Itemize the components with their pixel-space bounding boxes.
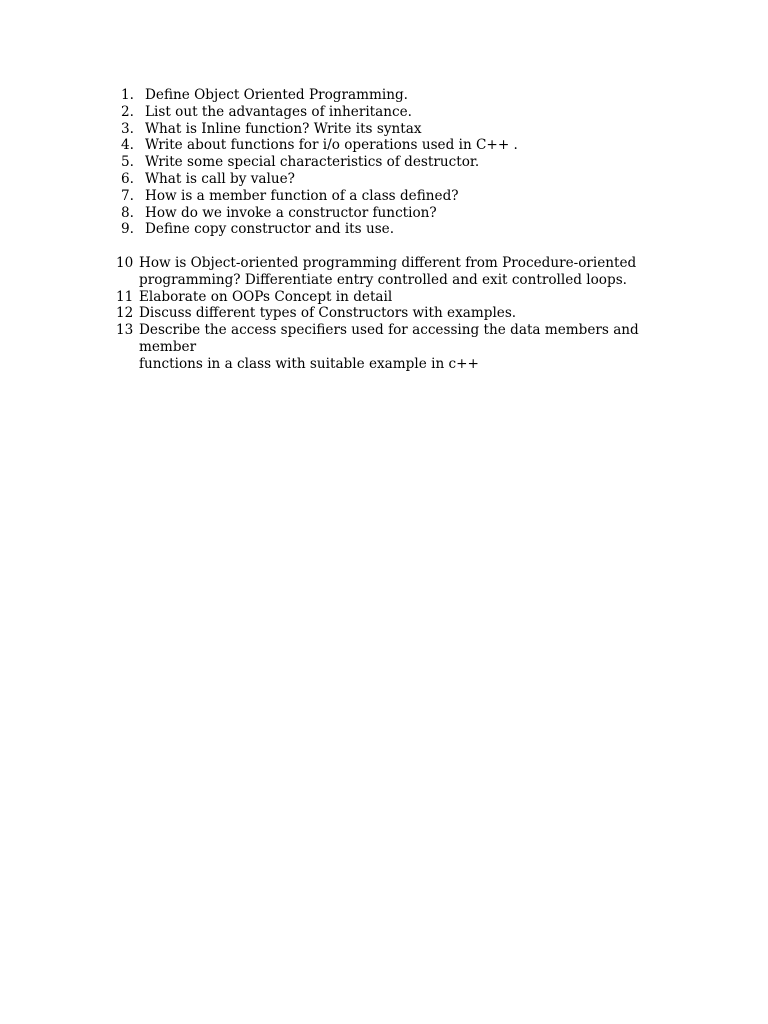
question-item [0,137,768,154]
question-number: 11 [116,288,134,305]
question-number: 10 [116,255,134,271]
question-text: What is Inline function? Write its syntax [145,120,422,137]
question-text: How is a member function of a class defined? [145,187,459,204]
question-item [0,171,768,188]
question-number: 8. [121,204,134,221]
question-number: 9. [121,221,134,238]
question-number: 4. [121,137,134,154]
question-text: Elaborate on OOPs Concept in detail [139,288,393,305]
question-number: 1. [121,87,134,103]
question-item [0,205,768,222]
question-text: Write about functions for i/o operations used in C++ . [145,137,518,154]
question-text: Define Object Oriented Programming. [145,87,408,103]
question-item [0,104,768,121]
question-item [0,188,768,205]
question-text: Define copy constructor and its use. [145,221,395,238]
question-item [0,322,768,372]
question-text: Discuss different types of Constructors with examples. [139,305,517,322]
question-item [0,305,768,322]
question-number: 12 [116,305,134,322]
long-answer-question-list [0,255,768,373]
question-item [0,255,768,289]
question-item [0,121,768,138]
question-item [0,87,768,104]
question-text: How is Object-oriented programming different from Procedure-oriented programming? Differentiate entry controlled and exit controlled loops. [139,255,637,288]
question-item [0,154,768,171]
question-text: How do we invoke a constructor function? [145,204,437,221]
question-number: 6. [121,170,134,187]
question-text: List out the advantages of inheritance. [145,103,412,120]
question-number: 3. [121,120,134,137]
question-item [0,289,768,306]
question-number: 13 [116,322,134,339]
short-answer-question-list [0,87,768,238]
question-number: 5. [121,154,134,171]
question-number: 7. [121,187,134,204]
question-text: Describe the access specifiers used for accessing the data members and member functions in a class with suitable example in c++ [139,322,639,372]
question-item [0,221,768,238]
question-text: What is call by value? [145,170,295,187]
question-number: 2. [121,103,134,120]
question-text: Write some special characteristics of destructor. [145,154,480,171]
